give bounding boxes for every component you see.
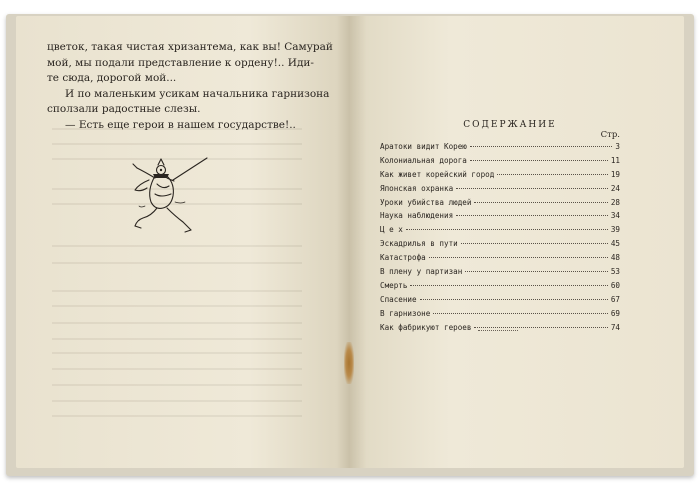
toc-entry-page: 67 xyxy=(610,294,620,304)
toc-entry-title: Как живет корейский город xyxy=(380,169,495,179)
toc-entry-page: 11 xyxy=(610,155,620,165)
toc-entry-title: В плену у партизан xyxy=(380,267,463,277)
toc-entry xyxy=(380,170,620,184)
samurai-swordsman-drawing-icon xyxy=(125,150,209,238)
spine-stain xyxy=(344,342,354,384)
toc-entry-title: Японская охранка xyxy=(380,183,454,193)
toc-entry xyxy=(380,281,620,295)
toc-entry-title: Уроки убийства людей xyxy=(380,197,472,207)
toc-entry-page: 60 xyxy=(610,280,620,290)
toc-entry-title: Наука наблюдения xyxy=(380,211,454,221)
toc-entry xyxy=(380,225,620,239)
toc-entry xyxy=(380,156,620,170)
toc-entry xyxy=(380,142,620,156)
toc-entry xyxy=(380,253,620,267)
toc-entry-page: 53 xyxy=(610,267,620,277)
toc-entry xyxy=(380,184,620,198)
toc-entry-title: Катастрофа xyxy=(380,253,426,263)
toc-entry-page: 24 xyxy=(610,183,620,193)
toc-title: СОДЕРЖАНИЕ xyxy=(463,120,557,130)
text-line: те сюда, дорогой мой... xyxy=(47,72,177,84)
toc-entry xyxy=(380,211,620,225)
toc-page-column-label: Стр. xyxy=(600,130,620,140)
text-line: — Есть еще герои в нашем государстве!.. xyxy=(65,118,296,131)
toc-entry-title: Смерть xyxy=(380,280,408,290)
toc-entry xyxy=(380,267,620,281)
toc-entry-page: 34 xyxy=(610,211,620,221)
toc-end-rule xyxy=(478,330,518,332)
toc-entry-title: Аратоки видит Корею xyxy=(380,142,467,151)
toc-entry-page: 45 xyxy=(610,239,620,249)
toc-entry-title: Эскадрилья в пути xyxy=(380,239,458,249)
text-line: цветок, такая чистая хризантема, как вы! Самурай xyxy=(47,41,333,53)
toc-entry-page: 28 xyxy=(610,197,620,207)
toc-entry-title: Как фабрикуют героев xyxy=(380,322,472,332)
toc-entry-title: Ц е х xyxy=(380,225,403,235)
toc-entry-title: В гарнизоне xyxy=(380,308,431,318)
toc-entry-page: 69 xyxy=(610,308,620,318)
text-line: мой, мы подали представление к ордену!.. Иди- xyxy=(47,56,314,69)
toc-entry xyxy=(380,198,620,212)
toc-entry-title: Колониальная дорога xyxy=(380,155,467,165)
text-line: сползали радостные слезы. xyxy=(47,103,201,115)
toc-entry xyxy=(380,295,620,309)
toc-entry xyxy=(380,309,620,323)
toc-entry-title: Спасение xyxy=(380,294,417,304)
left-page-text xyxy=(47,40,333,133)
text-line: И по маленьким усикам начальника гарнизона xyxy=(65,87,330,100)
toc-entry-page: 39 xyxy=(610,225,620,235)
toc-entry-page: 19 xyxy=(610,169,620,179)
toc-entry-page: 48 xyxy=(610,253,620,263)
toc-entry-page: 74 xyxy=(610,322,620,332)
table-of-contents xyxy=(380,120,620,336)
toc-entry xyxy=(380,239,620,253)
toc-entry-page: 3 xyxy=(615,142,620,151)
